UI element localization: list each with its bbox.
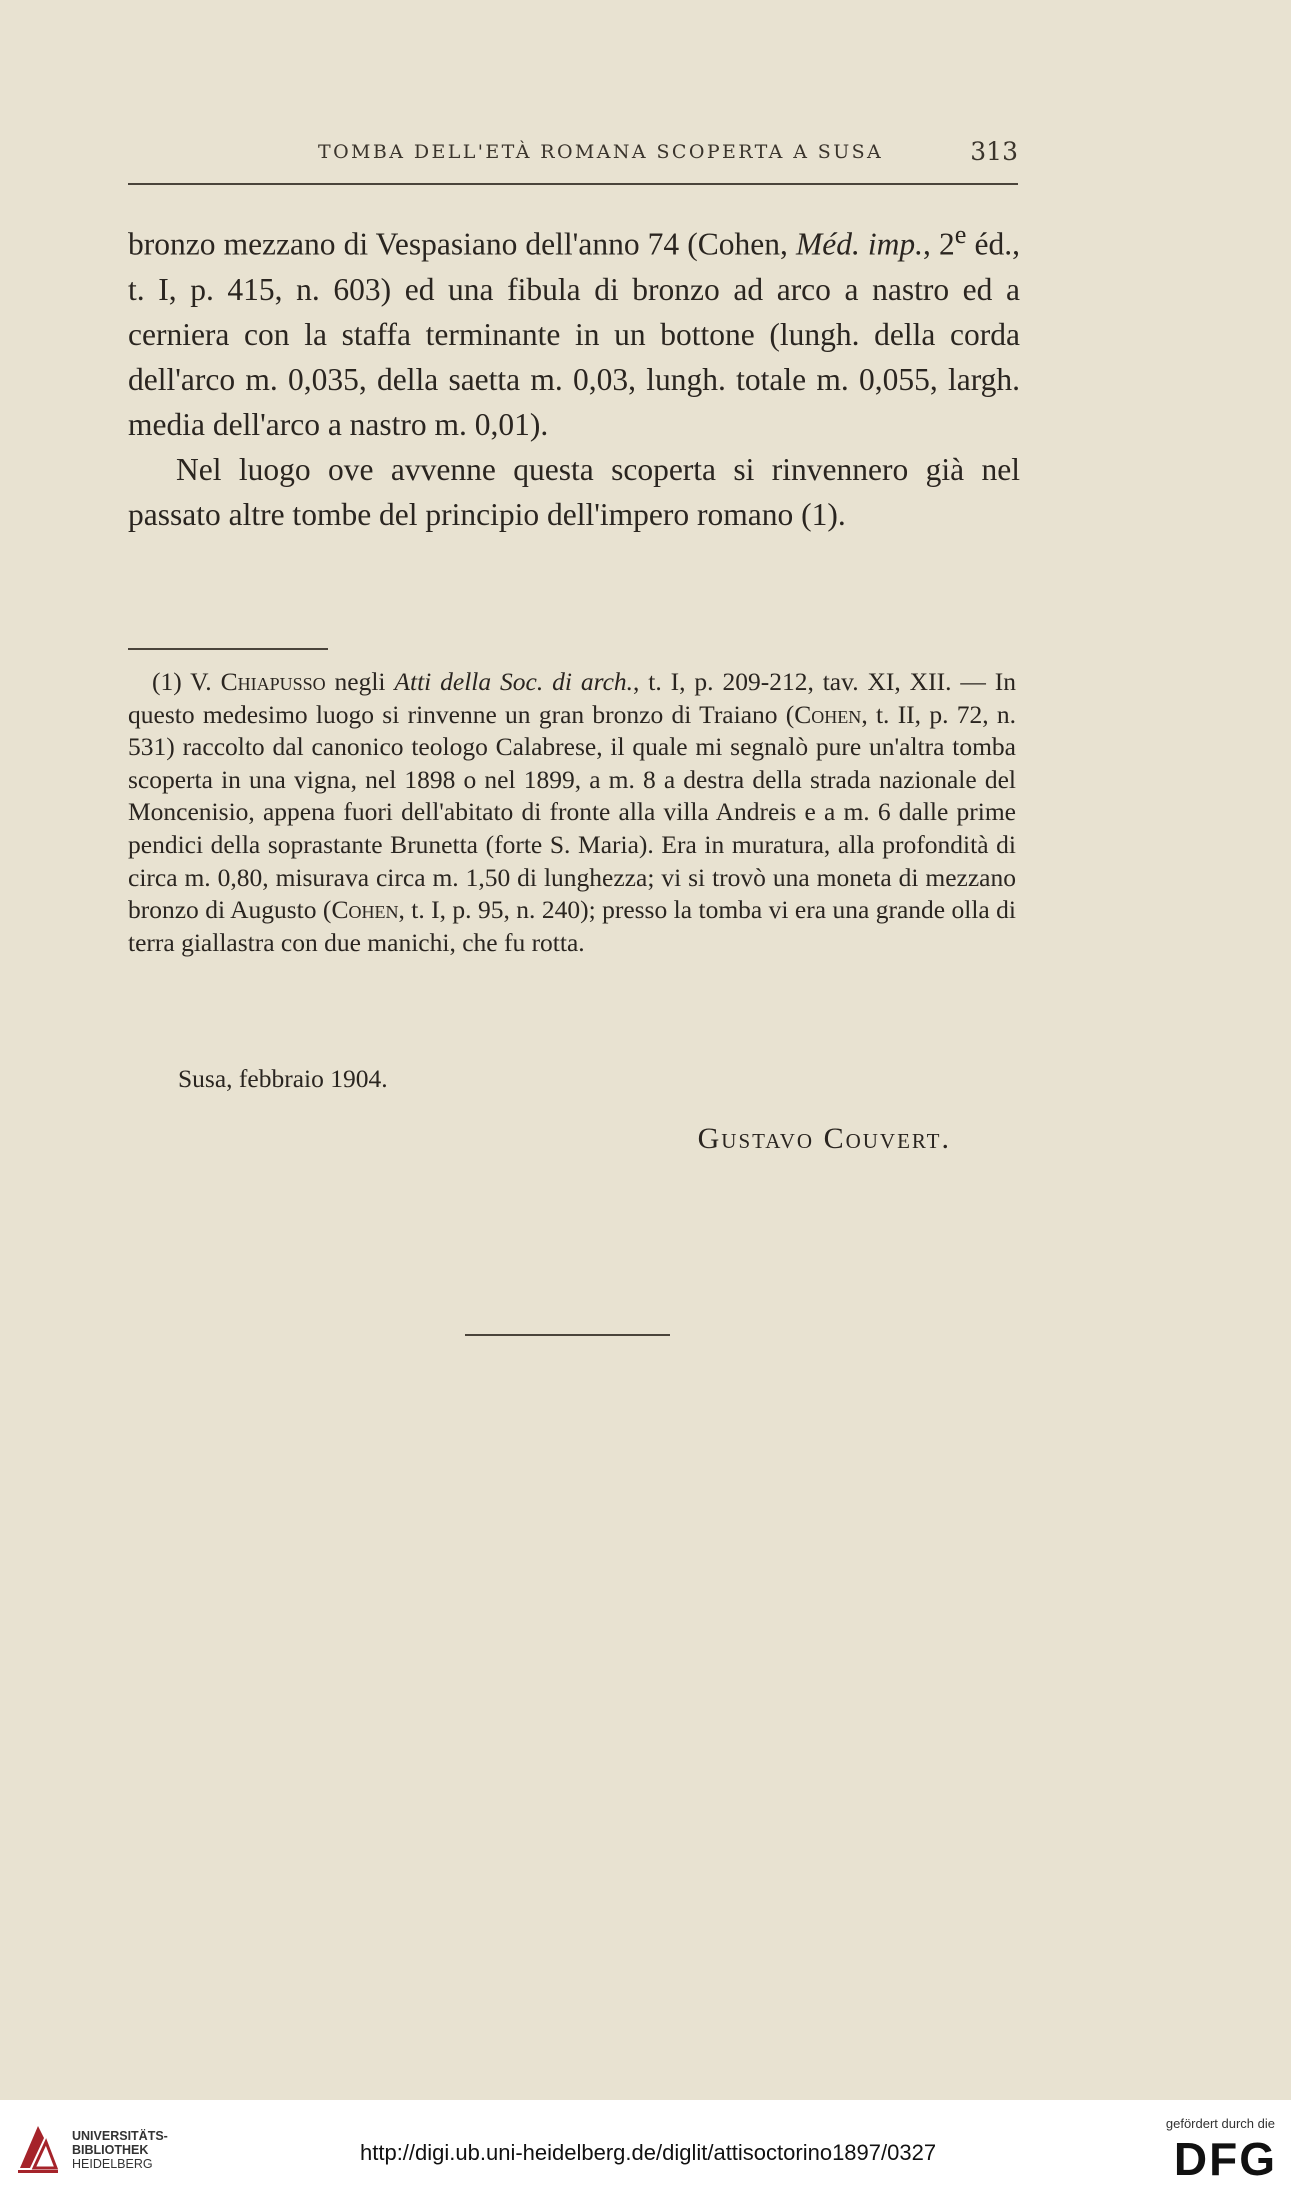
author-name: Cohen <box>331 895 399 925</box>
signature: Gustavo Couvert. <box>697 1122 951 1155</box>
author-name: Chiapusso <box>220 667 326 696</box>
journal-title: Atti della Soc. di arch. <box>394 667 634 696</box>
page-number: 313 <box>970 137 1018 166</box>
paragraph-1-text-a: bronzo mezzano di Vespasiano dell'anno 74 (Cohen, <box>128 226 796 262</box>
page-header <box>128 135 1018 175</box>
body-text <box>128 212 1020 537</box>
author-name: Cohen <box>794 699 862 729</box>
header-rule <box>128 183 1018 185</box>
footnote-text-d: , t. II, p. 72, n. 531) raccolto dal canonico teologo Calabrese, il quale mi segnalò pure un'altra tomba scoperta in una vigna, nel 1898 o nel 1899, a m. 8 a destra della strada nazionale del Moncenisio, appena fuori dell'abitato di fronte alla villa Andreis e a m. 6 dalle prime pendici della soprastante Brunetta (forte S. Maria). Era in muratura, alla profondità di circa m. 0,80, misurava circa m. 1,50 di lunghezza; vi si trovò una moneta di mezzano bronzo di Augusto ( <box>128 699 1016 925</box>
paragraph-1-text-b: , 2 <box>923 226 955 262</box>
dateline: Susa, febbraio 1904. <box>178 1064 388 1093</box>
citation-title: Méd. imp. <box>795 226 924 262</box>
footnote-text-b: negli <box>325 667 395 696</box>
library-name <box>72 2129 168 2171</box>
library-name-line: HEIDELBERG <box>72 2157 153 2171</box>
library-name-line: UNIVERSITÄTS- <box>72 2129 168 2143</box>
library-name-line: BIBLIOTHEK <box>72 2143 149 2157</box>
dfg-logo: DFG <box>1173 2133 1277 2185</box>
permalink[interactable]: http://digi.ub.uni-heidelberg.de/diglit/attisoctorino1897/0327 <box>360 2140 937 2165</box>
paragraph-1-text-c: éd., t. I, p. 415, n. 603) ed una fibula di bronzo ad arco a nastro ed a cerniera con la staffa terminante in un bottone (lungh. della corda dell'arco m. 0,035, della saetta m. 0,03, lungh. totale m. 0,055, largh. media dell'arco a nastro m. 0,01). <box>128 226 1021 442</box>
library-logo-icon <box>14 2118 62 2178</box>
viewer-footer <box>0 2100 1291 2195</box>
end-rule <box>465 1334 670 1336</box>
footnote-1 <box>128 666 1016 959</box>
paragraph-2: Nel luogo ove avvenne questa scoperta si rinvennero già nel passato altre tombe del principio dell'impero romano (1). <box>128 451 1020 532</box>
footnote-text-e: , t. I, p. 95, n. 240); presso la tomba vi era una grande olla di terra giallastra con due manichi, che fu rotta. <box>128 895 1017 957</box>
paragraph-1 <box>128 212 1020 447</box>
footnote-rule <box>128 648 328 650</box>
funder-caption: gefördert durch die <box>1165 2116 1275 2131</box>
running-head: TOMBA DELL'ETÀ ROMANA SCOPERTA A SUSA <box>318 141 884 163</box>
footnote <box>128 666 1016 959</box>
edition-superscript: e <box>954 220 967 249</box>
footnote-text-a: (1) V. <box>152 667 221 696</box>
footnote-text-c: , t. I, p. 209-212, tav. XI, XII. — In questo medesimo luogo si rinvenne un gran bronzo di Traiano ( <box>128 667 1016 729</box>
